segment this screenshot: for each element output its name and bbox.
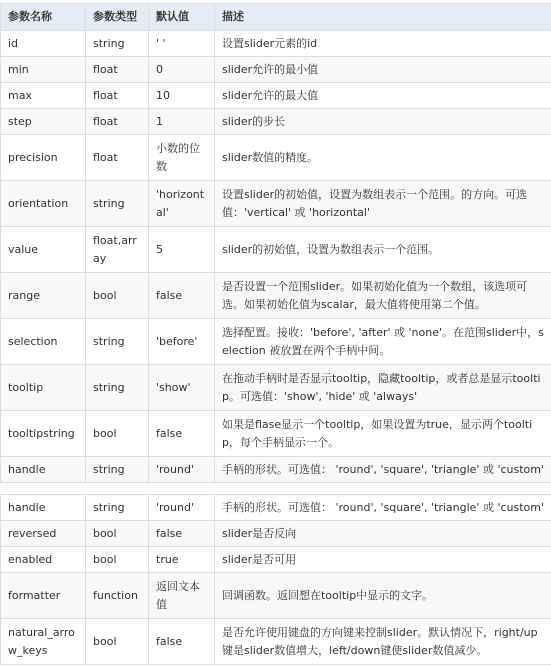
table-row [1,619,551,665]
param-default: true [149,547,215,573]
param-default: 'before' [149,319,215,365]
param-desc: 设置slider元素的id [215,31,551,57]
table-row [1,135,551,181]
param-name: tooltip [1,365,86,411]
param-name: enabled [1,547,86,573]
param-type: string [86,319,149,365]
param-default: 'round' [149,495,215,521]
param-name: range [1,273,86,319]
table-row [1,109,551,135]
table-row [1,57,551,83]
param-desc: slider是否可用 [215,547,551,573]
header-param-type: 参数类型 [86,4,149,31]
param-desc: 是否设置一个范围slider。如果初始化值为一个数组，该选项可选。如果初始化值为scalar，最大值将使用第二个值。 [215,273,551,319]
param-name: reversed [1,521,86,547]
table-row [1,227,551,273]
table-row [1,181,551,227]
param-type: string [86,495,149,521]
header-description: 描述 [215,4,551,31]
param-default: 返回文本值 [149,573,215,619]
param-type: string [86,457,149,483]
table-row [1,457,551,483]
param-type: bool [86,619,149,665]
param-default: 10 [149,83,215,109]
parameter-table [0,3,551,483]
param-type: float [86,57,149,83]
param-desc: 手柄的形状。可选值： 'round', 'square', 'triangle' 或 'custom' [215,457,551,483]
param-desc: slider允许的最大值 [215,83,551,109]
param-name: selection [1,319,86,365]
param-desc: slider是否反向 [215,521,551,547]
table-header-row [1,4,551,31]
table-row [1,495,551,521]
table-row [1,411,551,457]
param-desc: slider允许的最小值 [215,57,551,83]
table-row [1,319,551,365]
param-desc: slider的初始值，设置为数组表示一个范围。 [215,227,551,273]
param-desc: 选择配置。接收：'before', 'after' 或 'none'。在范围slider中，selection 被放置在两个手柄中间。 [215,319,551,365]
param-default: 'round' [149,457,215,483]
parameter-table-continued [0,494,551,665]
header-default-value: 默认值 [149,4,215,31]
param-type: float,array [86,227,149,273]
param-desc: 设置slider的初始值，设置为数组表示一个范围。的方向。可选值：'vertical' 或 'horizontal' [215,181,551,227]
param-desc: 在拖动手柄时是否显示tooltip，隐藏tooltip，或者总是显示tooltip。可选值：'show', 'hide' 或 'always' [215,365,551,411]
param-name: handle [1,457,86,483]
table-row [1,573,551,619]
param-name: value [1,227,86,273]
param-default: false [149,619,215,665]
param-name: formatter [1,573,86,619]
param-name: step [1,109,86,135]
param-default: 'horizontal' [149,181,215,227]
param-type: float [86,83,149,109]
table-row [1,365,551,411]
param-default: false [149,521,215,547]
param-type: bool [86,521,149,547]
param-name: handle [1,495,86,521]
param-default: false [149,273,215,319]
header-param-name: 参数名称 [1,4,86,31]
param-type: function [86,573,149,619]
param-default: 5 [149,227,215,273]
param-type: float [86,109,149,135]
param-desc: 手柄的形状。可选值： 'round', 'square', 'triangle' 或 'custom' [215,495,551,521]
table-row [1,521,551,547]
param-name: id [1,31,86,57]
param-desc: 是否允许使用键盘的方向键来控制slider。默认情况下，right/up键是slider数值增大，left/down键使slider数值减少。 [215,619,551,665]
table-row [1,547,551,573]
param-name: max [1,83,86,109]
param-desc: 回调函数。返回想在tooltip中显示的文字。 [215,573,551,619]
param-type: string [86,31,149,57]
param-desc: slider的步长 [215,109,551,135]
param-desc: 如果是flase显示一个tooltip，如果设置为true，显示两个tooltip，每个手柄显示一个。 [215,411,551,457]
param-type: bool [86,273,149,319]
param-default: false [149,411,215,457]
param-name: tooltipstring [1,411,86,457]
param-name: precision [1,135,86,181]
param-type: float [86,135,149,181]
table-row [1,31,551,57]
param-name: natural_arrow_keys [1,619,86,665]
param-name: orientation [1,181,86,227]
param-default: 'show' [149,365,215,411]
param-type: string [86,365,149,411]
param-default: 1 [149,109,215,135]
param-default: 小数的位数 [149,135,215,181]
table-row [1,83,551,109]
table-row [1,273,551,319]
param-type: bool [86,547,149,573]
param-desc: slider数值的精度。 [215,135,551,181]
param-default: ' ' [149,31,215,57]
param-type: bool [86,411,149,457]
param-default: 0 [149,57,215,83]
param-type: string [86,181,149,227]
param-name: min [1,57,86,83]
